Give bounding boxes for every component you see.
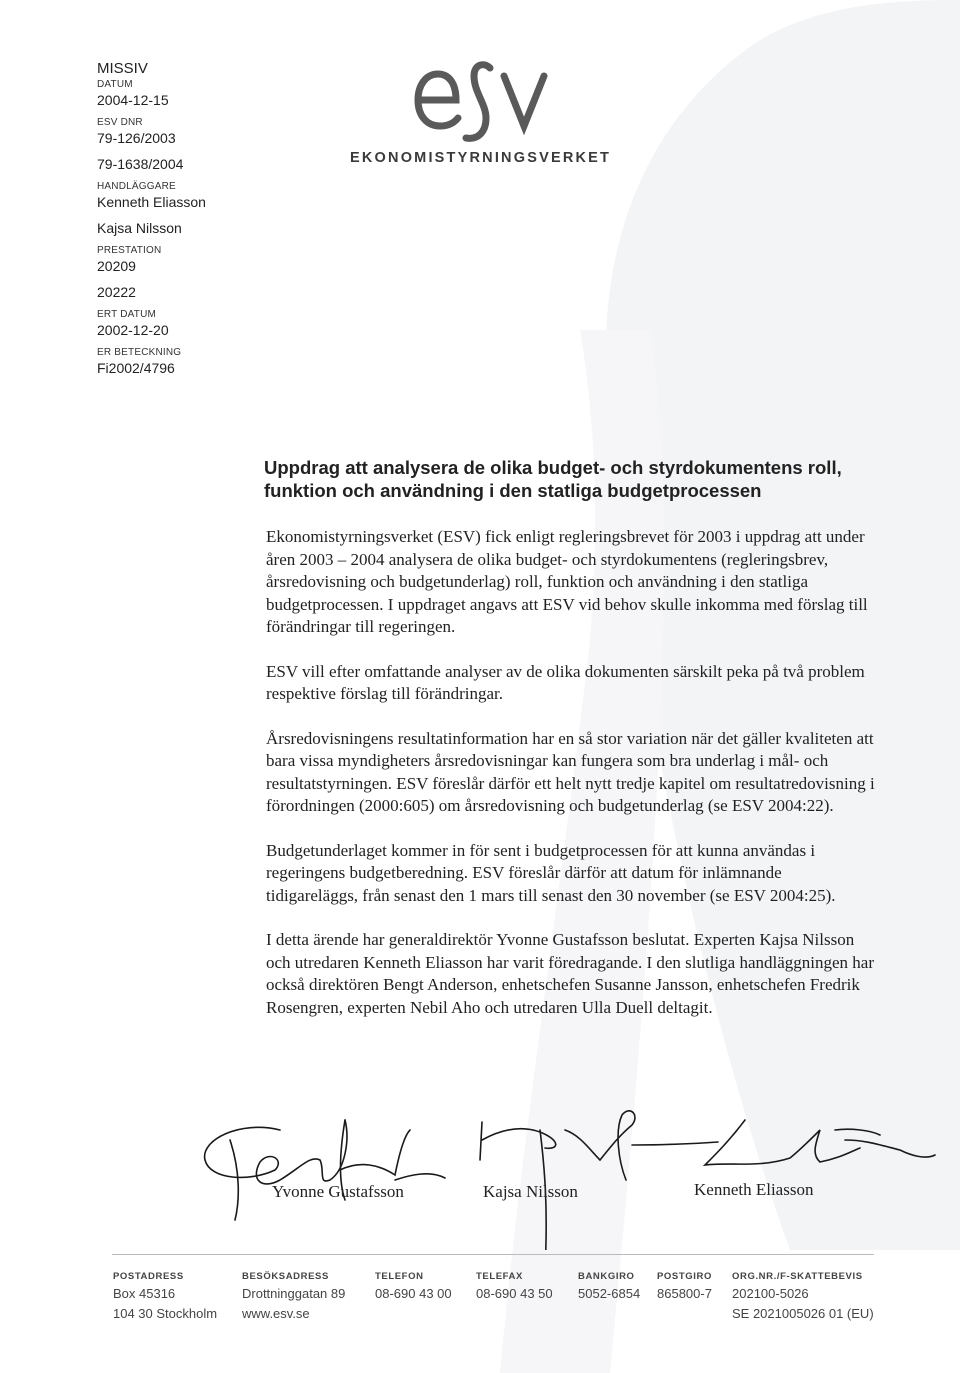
footer-label: POSTGIRO: [657, 1271, 712, 1282]
footer-label: BESÖKSADRESS: [242, 1271, 329, 1282]
date-label: DATUM: [97, 79, 133, 90]
dnr-value-1: 79-126/2003: [97, 130, 176, 146]
letter-body: [266, 526, 876, 1041]
prestation-label: PRESTATION: [97, 245, 162, 256]
doc-type: MISSIV: [97, 60, 148, 77]
footer-label: ORG.NR./F-SKATTEBEVIS: [732, 1271, 863, 1282]
esv-logo-mark-icon: [412, 52, 562, 144]
date-value: 2004-12-15: [97, 92, 169, 108]
footer-value: 865800-7: [657, 1286, 712, 1301]
handwritten-signatures-graphic: [0, 1100, 960, 1250]
dnr-label: ESV DNR: [97, 117, 143, 128]
footer-postadress: [113, 1270, 217, 1324]
footer-label: TELEFON: [375, 1271, 424, 1282]
paragraph: I detta ärende har generaldirektör Yvonne Gustafsson beslutat. Experten Kajsa Nilsson och utredaren Kenneth Eliasson har varit föredragande. I den slutliga handläggningen har också direktören Bengt Anderson, enhetschefen Susanne Jansson, enhetschefen Fredrik Rosengren, experten Nebil Aho och utredaren Ulla Duell deltagit.: [266, 930, 874, 1017]
footer-besoksadress: [242, 1270, 345, 1324]
letter-title: Uppdrag att analysera de olika budget- och styrdokumentens roll, funktion och användning i den statliga budgetprocessen: [264, 457, 842, 501]
prestation-2: 20222: [97, 284, 136, 300]
dnr-value-2: 79-1638/2004: [97, 156, 184, 172]
agency-name: EKONOMISTYRNINGSVERKET: [350, 150, 612, 166]
footer-value: Box 45316: [113, 1286, 176, 1301]
handler-2: Kajsa Nilsson: [97, 220, 182, 236]
signatory-name: Yvonne Gustafsson: [272, 1182, 404, 1201]
footer-postgiro: [657, 1270, 712, 1304]
footer-value: 08-690 43 50: [476, 1286, 553, 1301]
esv-logo: [350, 52, 610, 166]
footer-value: SE 2021005026 01 (EU): [732, 1306, 874, 1321]
handler-label: HANDLÄGGARE: [97, 181, 176, 192]
footer-label: TELEFAX: [476, 1271, 523, 1282]
paragraph: Budgetunderlaget kommer in för sent i budgetprocessen för att kunna användas i regeringens budgetberedning. ESV föreslår därför att datum för inlämnande tidigareläggs, från senast den 1 mars till senast den 30 november (se ESV 2004:25).: [266, 840, 836, 905]
footer-label: BANKGIRO: [578, 1271, 635, 1282]
footer-value: 202100-5026: [732, 1286, 809, 1301]
signatory-name: Kajsa Nilsson: [483, 1182, 578, 1201]
signatory-name: Kenneth Eliasson: [694, 1180, 814, 1199]
ert-datum-label: ERT DATUM: [97, 309, 157, 320]
footer-telefax: [476, 1270, 553, 1304]
footer-bankgiro: [578, 1270, 640, 1304]
er-beteckning-label: ER BETECKNING: [97, 347, 182, 358]
footer-value: Drottninggatan 89: [242, 1286, 346, 1301]
footer-telefon: [375, 1270, 452, 1304]
paragraph: Ekonomistyrningsverket (ESV) fick enligt regleringsbrevet för 2003 i uppdrag att under åren 2003 – 2004 analysera de olika budget- och styrdokumentens (regleringsbrev, årsredovisning och budgetunderlag) roll, funktion och användning i den statliga budgetprocessen. I uppdraget angavs att ESV vid behov skulle inkomma med förslag till förändringar till regeringen.: [266, 527, 868, 636]
er-beteckning-value: Fi2002/4796: [97, 360, 175, 376]
prestation-1: 20209: [97, 258, 136, 274]
paragraph: Årsredovisningens resultatinformation har en så stor variation när det gäller kvaliteten att bara vissa myndigheters årsredovisningar kan fungera som bra underlag i mål- och resultatstyrningen. ESV föreslår därför ett helt nytt tredje kapitel om resultatredovisning i förordningen (2000:605) om årsredovisning och budgetunderlag (se ESV 2004:22).: [266, 728, 875, 815]
footer-orgnr: [732, 1270, 874, 1324]
footer-value: 104 30 Stockholm: [113, 1306, 218, 1321]
paragraph: ESV vill efter omfattande analyser av de olika dokumenten särskilt peka på två problem respektive förslag till förändringar.: [266, 661, 865, 703]
ert-datum-value: 2002-12-20: [97, 322, 169, 338]
document-meta: [97, 60, 297, 377]
footer-label: POSTADRESS: [113, 1271, 184, 1282]
footer-value: 5052-6854: [578, 1286, 641, 1301]
handler-1: Kenneth Eliasson: [97, 194, 206, 210]
footer-value: 08-690 43 00: [375, 1286, 452, 1301]
footer-website-link[interactable]: www.esv.se: [242, 1306, 310, 1321]
footer-divider: [112, 1254, 874, 1255]
signature-block: [0, 1100, 960, 1250]
